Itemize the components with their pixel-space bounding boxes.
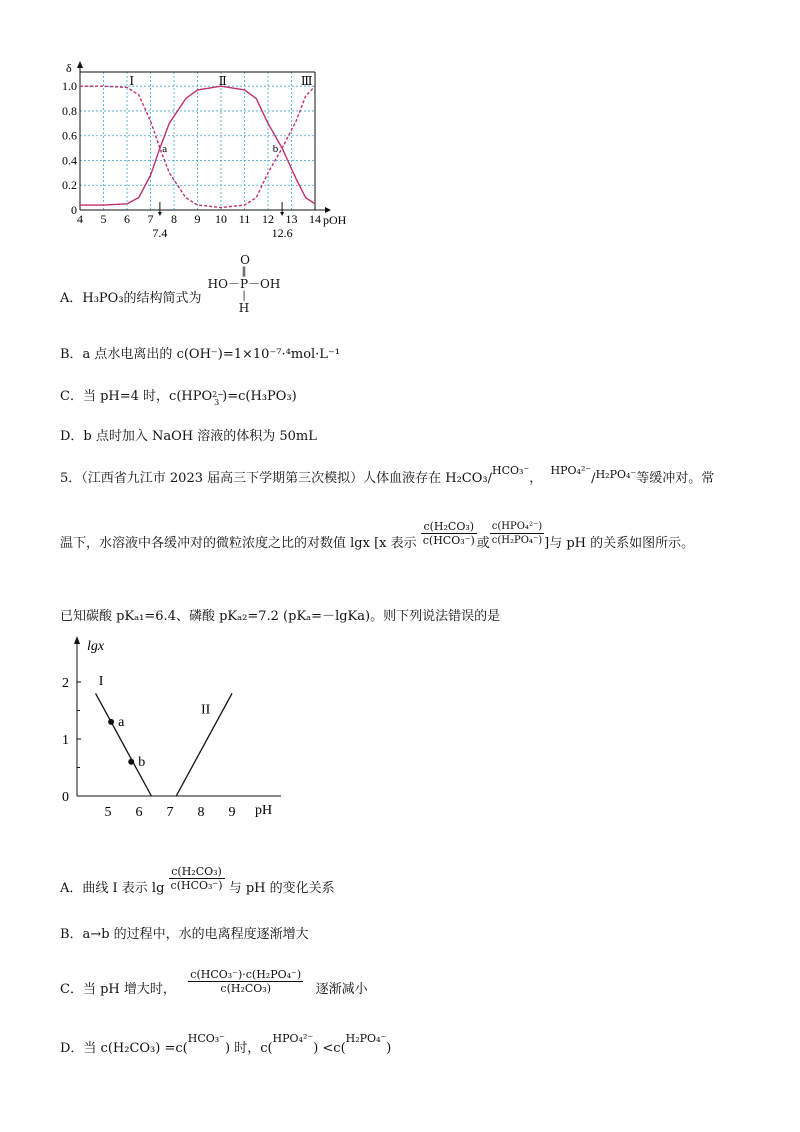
q4-option-b: B．a 点水电离出的 c(OH⁻)=1×10⁻⁷·⁴mol·L⁻¹ [60,347,341,362]
q5-stem-line3: 已知碳酸 pKₐ₁=6.4、磷酸 pKₐ₂=7.2 (pKₐ=－lgKa)。则下列说法错误的是 [60,609,501,624]
y-axis-label: lgx [87,639,105,654]
ratio-hpo4-h2po4: $\frac{\text{c(HPO₄²⁻)}}{\text{c(H₂PO₄⁻)}}$ [491,521,543,546]
q5-option-c: C．当 pH 增大时， $\frac{\text{c(HCO₃⁻)·c(H₂PO₄⁻)}}{\text{c(H₂CO₃)}}$ 逐渐减小 [60,968,368,997]
q5-stem-line2: 温下，水溶液中各缓冲对的微粒浓度之比的对数值 lgx [x 表示 $\frac{\text{c(H₂CO₃)}}{\text{c(HCO₃⁻)}}$ 或 $\frac{\text{c(HPO₄²⁻)}}{\text{c(H₂PO₄⁻)}}$ ]与 pH 的关系如图所示。 [60,520,695,551]
x-tick-label: 12 [262,212,274,226]
y-axis-label: δ [66,61,72,75]
point-label-a: a [162,143,168,156]
annotation-label: 12.6 [271,226,293,240]
region-label: Ⅱ [218,74,227,88]
speciation-chart [60,60,370,240]
option-c-ratio: $\frac{\text{c(HCO₃⁻)·c(H₂PO₄⁻)}}{\text{c(H₂CO₃)}}$ [190,968,302,995]
y-tick-label: 1.0 [62,79,77,94]
x-axis-label: pH [255,803,273,818]
y-tick-label: 1 [62,733,69,748]
x-tick-label: 14 [309,212,321,226]
annotation-arrowhead [158,212,162,216]
x-tick-label: 8 [197,805,205,820]
point-label-b: b [272,143,279,156]
q4-option-a: A．H₃PO₃的结构简式为 [60,291,202,306]
x-tick-label: 4 [77,212,83,226]
annotation-arrowhead [280,212,284,216]
q5-stem-line1: 5．（江西省九江市 2023 届高三下学期第三次模拟）人体血液存在 H₂CO₃/$^{HCO_3^-}$， $^{HPO_4^{2-}}$/$^{H_2PO_4^-}$等缓冲对。常 [60,464,715,486]
q5-option-a: A．曲线 I 表示 lg $\frac{\text{c(H₂CO₃)}}{\text{c(HCO₃⁻)}}$ 与 pH 的变化关系 [60,865,335,896]
y-axis-arrow [74,636,80,644]
region-label: Ⅲ [300,74,313,88]
x-tick-label: 9 [228,805,236,820]
q4-option-d: D．b 点时加入 NaOH 溶液的体积为 50mL [60,429,317,444]
x-tick-label: 10 [215,212,227,226]
x-tick-label: 8 [171,212,177,226]
y-axis-arrow [77,61,83,68]
x-tick-label: 11 [238,212,251,226]
h3po3-structure: O ‖ HO－P－OH | H [207,253,281,315]
region-label: Ⅰ [129,74,135,88]
q5-option-d: D．当 c(H₂CO₃) =c($^{HCO_3^-}$) 时，c($^{HPO_4^{2-}}$) <c($^{H_2PO_4^-}$) [60,1032,392,1056]
x-tick-label: 7 [147,212,154,226]
y-tick-label: 0.6 [62,128,77,143]
y-tick-label: 0 [71,203,77,217]
option-a-ratio: $\frac{\text{c(H₂CO₃)}}{\text{c(HCO₃⁻)}}$ [170,865,223,892]
q4-option-c: C．当 pH=4 时，c(HPO 2− 3 )=c(H₃PO₃) [60,389,297,407]
y-tick-label: 0.2 [62,178,77,193]
curve-label-i: I [98,673,104,689]
y-tick-label: 0.4 [62,153,77,168]
x-tick-label: 6 [124,212,130,226]
ratio-h2co3-hco3: $\frac{\text{c(H₂CO₃)}}{\text{c(HCO₃⁻)}}$ [422,520,475,547]
data-point-b [128,759,134,765]
curve-label-ii: II [201,702,211,718]
x-tick-label: 9 [194,212,201,226]
annotation-label: 7.4 [152,226,168,240]
x-tick-label: 13 [285,212,298,226]
x-axis-label: pOH [323,213,347,227]
curve-1 [96,693,152,796]
y-tick-label: 2 [62,676,69,691]
x-tick-label: 6 [135,805,143,820]
y-tick-label: 0.8 [62,103,77,118]
q5-option-b: B．a→b 的过程中，水的电离程度逐渐增大 [60,927,309,942]
x-tick-label: 7 [166,805,174,820]
y-tick-label: 0 [62,790,69,805]
data-point-a [108,719,114,725]
lgx-ph-chart [55,630,295,825]
x-tick-label: 5 [104,805,112,820]
point-label-a: a [118,714,125,730]
point-label-b: b [138,754,146,770]
x-tick-label: 5 [100,212,107,226]
